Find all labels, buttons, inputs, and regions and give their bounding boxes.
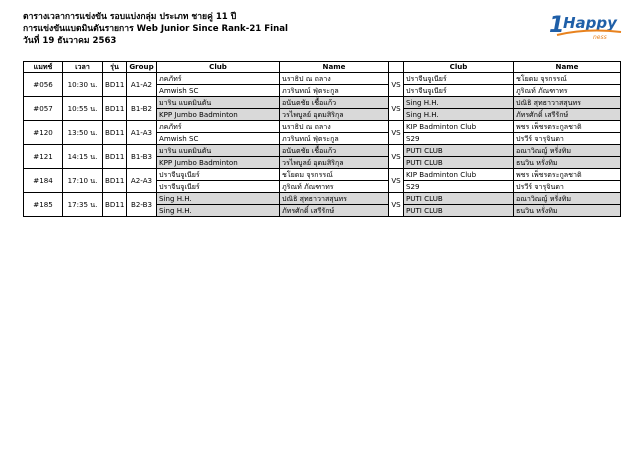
column-header-name-left: Name	[280, 62, 389, 73]
match-cell: #056	[24, 73, 63, 97]
right-name-cell: อณาวิณญ์ หรั่งทิม	[514, 145, 621, 157]
time-cell: 17:35 น.	[63, 193, 103, 217]
right-name-cell: ธนวิน หรั่งทิม	[514, 205, 621, 217]
vs-cell: VS	[389, 169, 404, 193]
logo-graphic	[547, 8, 629, 42]
class-cell: BD11	[103, 97, 127, 121]
svg-text:Happy: Happy	[563, 14, 617, 32]
vs-cell: VS	[389, 121, 404, 145]
happyness-logo	[547, 8, 629, 42]
right-club-cell: Sing H.H.	[404, 109, 514, 121]
time-cell: 13:50 น.	[63, 121, 103, 145]
group-cell: A2-A3	[127, 169, 157, 193]
right-club-cell: PUTI CLUB	[404, 145, 514, 157]
left-club-cell: Amwish SC	[157, 85, 280, 97]
vs-cell: VS	[389, 145, 404, 169]
left-name-cell: ภวรินทณ์ ฟุ่ตระกูล	[280, 133, 389, 145]
right-club-cell: ปราจีนจูเนียร์	[404, 73, 514, 85]
right-club-cell: S29	[404, 133, 514, 145]
table-row	[24, 73, 621, 85]
table-row	[24, 169, 621, 181]
left-name-cell: อนันตชัย เชื้อแก้ว	[280, 145, 389, 157]
right-name-cell: ปณิธิ สุทธาวาสสุนทร	[514, 97, 621, 109]
left-name-cell: วรไพบูลย์ อุดมสิริกุล	[280, 157, 389, 169]
left-club-cell: KPP Jumbo Badminton	[157, 109, 280, 121]
time-cell: 10:30 น.	[63, 73, 103, 97]
class-cell: BD11	[103, 121, 127, 145]
right-name-cell: ภัทรศักดิ์ เสรีรักษ์	[514, 109, 621, 121]
group-cell: A1-A2	[127, 73, 157, 97]
column-header-name-right: Name	[514, 62, 621, 73]
right-club-cell: KIP Badminton Club	[404, 169, 514, 181]
header-event: การแข่งขันแบดมินตันรายการ Web Junior Since Rank-21 Final	[23, 24, 288, 34]
svg-text:1: 1	[549, 13, 565, 38]
left-club-cell: ภคภัทร์	[157, 121, 280, 133]
match-cell: #057	[24, 97, 63, 121]
vs-cell: VS	[389, 97, 404, 121]
table-row	[24, 193, 621, 205]
group-cell: A1-A3	[127, 121, 157, 145]
right-name-cell: ปรวีร์ จารุจินดา	[514, 181, 621, 193]
left-name-cell: นราธิป ณ ถลาง	[280, 121, 389, 133]
left-club-cell: มาริน แบดมินตัน	[157, 145, 280, 157]
match-cell: #120	[24, 121, 63, 145]
right-club-cell: PUTI CLUB	[404, 193, 514, 205]
left-name-cell: วรไพบูลย์ อุดมสิริกุล	[280, 109, 389, 121]
column-header-time: เวลา	[63, 62, 103, 73]
left-name-cell: ชโยดม จุรกรรณ์	[280, 169, 389, 181]
right-club-cell: PUTI CLUB	[404, 157, 514, 169]
right-club-cell: Sing H.H.	[404, 97, 514, 109]
match-cell: #184	[24, 169, 63, 193]
right-name-cell: ภูริณท์ ภัณฑาทร	[514, 85, 621, 97]
schedule-table	[23, 61, 621, 217]
left-name-cell: ภวรินทณ์ ฟุ่ตระกูล	[280, 85, 389, 97]
class-cell: BD11	[103, 145, 127, 169]
column-header-group: Group	[127, 62, 157, 73]
group-cell: B2-B3	[127, 193, 157, 217]
group-cell: B1-B2	[127, 97, 157, 121]
left-club-cell: มาริน แบดมินตัน	[157, 97, 280, 109]
left-club-cell: Sing H.H.	[157, 193, 280, 205]
right-club-cell: S29	[404, 181, 514, 193]
column-header-class: รุ่น	[103, 62, 127, 73]
left-club-cell: KPP Jumbo Badminton	[157, 157, 280, 169]
column-header-match: แมทช์	[24, 62, 63, 73]
schedule-body	[24, 73, 621, 217]
vs-cell: VS	[389, 73, 404, 97]
match-cell: #185	[24, 193, 63, 217]
header-title: ตารางเวลาการแข่งขัน รอบแบ่งกลุ่ม ประเภท ชายคู่ 11 ปี	[23, 12, 237, 22]
right-name-cell: ชโยดม จุรกรรณ์	[514, 73, 621, 85]
group-cell: B1-B3	[127, 145, 157, 169]
class-cell: BD11	[103, 169, 127, 193]
class-cell: BD11	[103, 193, 127, 217]
right-name-cell: พชร เพ็ชรตระกูลชาติ	[514, 121, 621, 133]
table-row	[24, 121, 621, 133]
svg-text:ness: ness	[593, 34, 607, 41]
right-name-cell: พชร เพ็ชรตระกูลชาติ	[514, 169, 621, 181]
column-header-club-right: Club	[404, 62, 514, 73]
left-name-cell: อนันตชัย เชื้อแก้ว	[280, 97, 389, 109]
match-cell: #121	[24, 145, 63, 169]
left-name-cell: ปณิธิ สุทธาวาสสุนทร	[280, 193, 389, 205]
table-header-row	[24, 62, 621, 73]
document-header	[23, 11, 288, 47]
time-cell: 14:15 น.	[63, 145, 103, 169]
vs-cell: VS	[389, 193, 404, 217]
table-row	[24, 145, 621, 157]
left-club-cell: ภคภัทร์	[157, 73, 280, 85]
header-date: วันที่ 19 ธันวาคม 2563	[23, 36, 117, 46]
right-name-cell: ปรวีร์ จารุจินดา	[514, 133, 621, 145]
table-row	[24, 97, 621, 109]
right-club-cell: ปราจีนจูเนียร์	[404, 85, 514, 97]
column-header-club-left: Club	[157, 62, 280, 73]
column-header-vs	[389, 62, 404, 73]
right-name-cell: ธนวิน หรั่งทิม	[514, 157, 621, 169]
left-name-cell: ภัทรศักดิ์ เสรีรักษ์	[280, 205, 389, 217]
left-club-cell: Amwish SC	[157, 133, 280, 145]
right-club-cell: KIP Badminton Club	[404, 121, 514, 133]
left-name-cell: ภูริณท์ ภัณฑาทร	[280, 181, 389, 193]
left-club-cell: ปราจีนจูเนียร์	[157, 181, 280, 193]
left-club-cell: ปราจีนจูเนียร์	[157, 169, 280, 181]
right-name-cell: อณาวิณญ์ หรั่งทิม	[514, 193, 621, 205]
time-cell: 10:55 น.	[63, 97, 103, 121]
class-cell: BD11	[103, 73, 127, 97]
time-cell: 17:10 น.	[63, 169, 103, 193]
right-club-cell: PUTI CLUB	[404, 205, 514, 217]
left-name-cell: นราธิป ณ ถลาง	[280, 73, 389, 85]
left-club-cell: Sing H.H.	[157, 205, 280, 217]
